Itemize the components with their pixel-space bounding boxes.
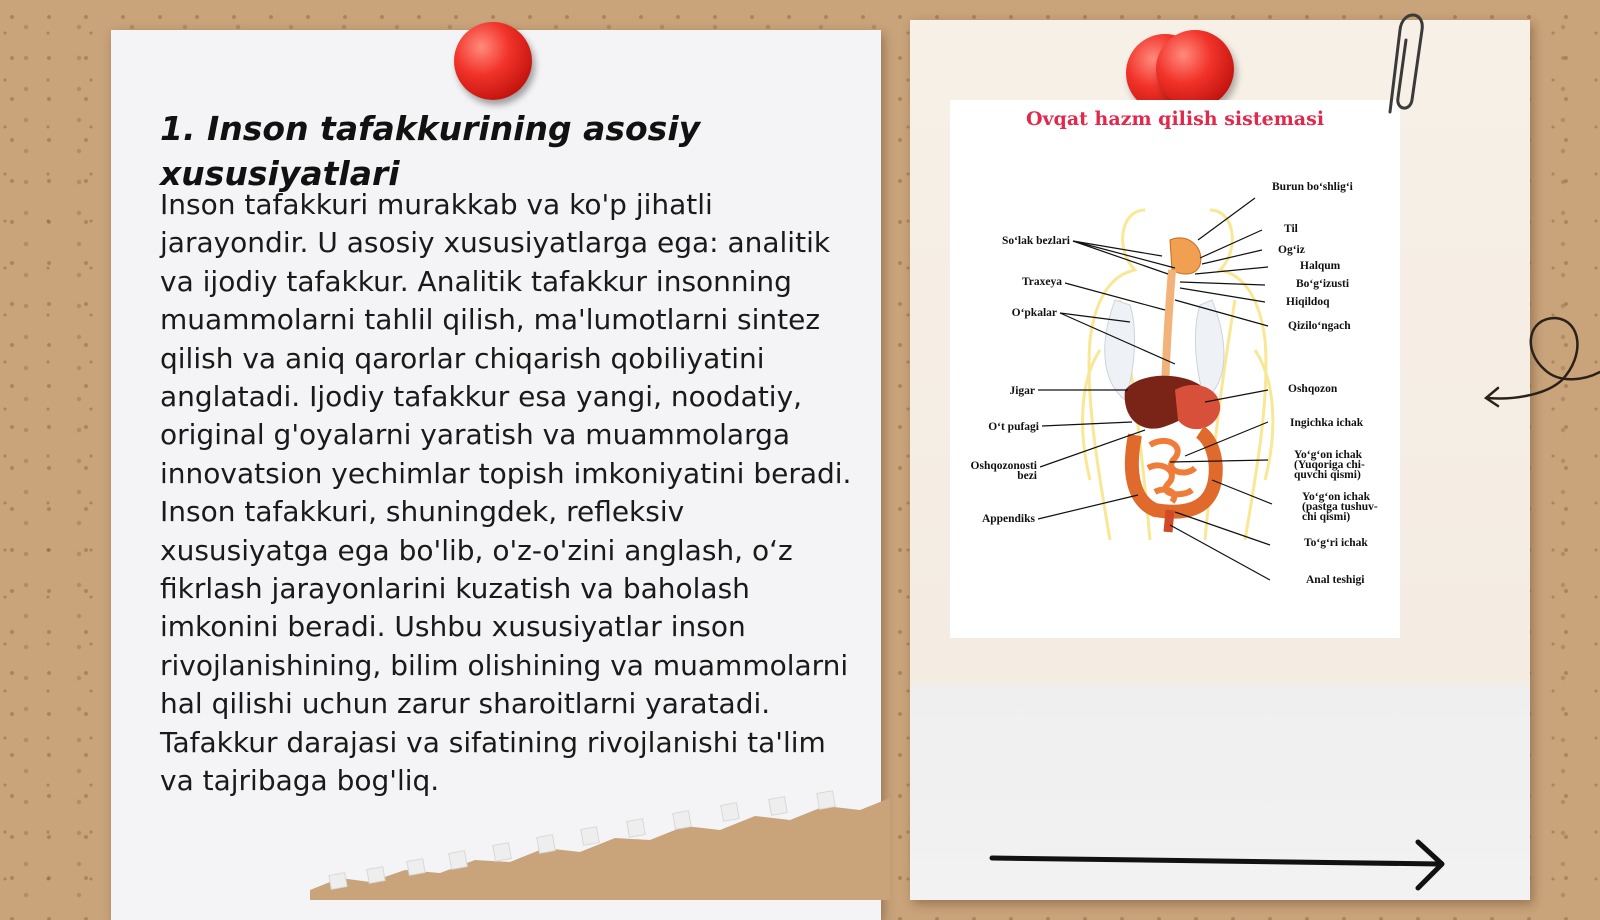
label-hiqildoq: Hiqildoq — [1286, 296, 1330, 308]
label-solak-bezlari: So‘lak bezlari — [1001, 235, 1070, 247]
label-appendiks: Appendiks — [981, 513, 1035, 525]
label-yogon-ichak-pastga: Yo‘g‘on ichak (pastga tushuv- chi qismi) — [1302, 491, 1378, 523]
label-opkalar: O‘pkalar — [1011, 307, 1057, 319]
label-halqum: Halqum — [1300, 260, 1341, 272]
slide-title: 1. Inson tafakkurining asosiy xususiyatlari — [160, 109, 701, 193]
label-bogizusti: Bo‘g‘izusti — [1296, 278, 1350, 290]
label-burun-boshligi: Burun bo‘shlig‘i — [1272, 181, 1353, 193]
label-qizilongach: Qizilo‘ngach — [1288, 320, 1351, 332]
torn-paper-edge — [310, 790, 890, 900]
label-til: Til — [1284, 223, 1298, 235]
push-pin-icon — [454, 22, 532, 100]
body-paragraph: Inson tafakkuri murakkab va ko'p jihatli jarayondir. U asosiy xususiyatlarga ega: analitik va ijodiy tafakkur. Analitik tafakkur insonning muammolarni tahlil qilish, ma'lumotlarni sintez qilish va aniq qarorlar chiqarish qobiliyatini anglatadi. Ijodiy tafakkur esa yangi, noodatiy, original g'oyalarni yaratish va muammolarga innovatsion yechimlar topish imkoniyatini beradi. Inson tafakkuri, shuningdek, refleksiv xususiyatga ega bo'lib, o'z-o'zini anglash, o‘z fikrlash jarayonlarini kuzatish va baholash imkonini beradi. Ushbu xususiyatlar inson rivojlanishining, bilim olishining va muammolarni hal qilishi uchun zarur sharoitlarni yaratadi. Tafakkur darajasi va sifatining rivojlanishi ta'lim va tajribaga bog'liq. — [160, 188, 852, 798]
label-anal-teshigi: Anal teshigi — [1306, 574, 1365, 586]
label-oshqozon: Oshqozon — [1288, 383, 1338, 395]
label-traxeya: Traxeya — [1021, 276, 1062, 288]
digestive-system-diagram — [950, 100, 1400, 638]
label-oshqozonosti-bezi: Oshqozonosti bezi — [970, 460, 1037, 482]
label-ogiz: Og‘iz — [1278, 244, 1305, 256]
label-togri-ichak: To‘g‘ri ichak — [1304, 537, 1368, 549]
diagram-title: Ovqat hazm qilish sistemasi — [1025, 108, 1325, 130]
label-yogon-ichak-yuqoriga: Yo‘g‘on ichak (Yuqoriga chi- quvchi qismi) — [1294, 449, 1365, 481]
push-pin-icon — [1156, 30, 1234, 108]
label-ingichka-ichak: Ingichka ichak — [1290, 417, 1364, 429]
label-jigar: Jigar — [1009, 385, 1035, 397]
label-ot-pufagi: O‘t pufagi — [988, 421, 1039, 433]
